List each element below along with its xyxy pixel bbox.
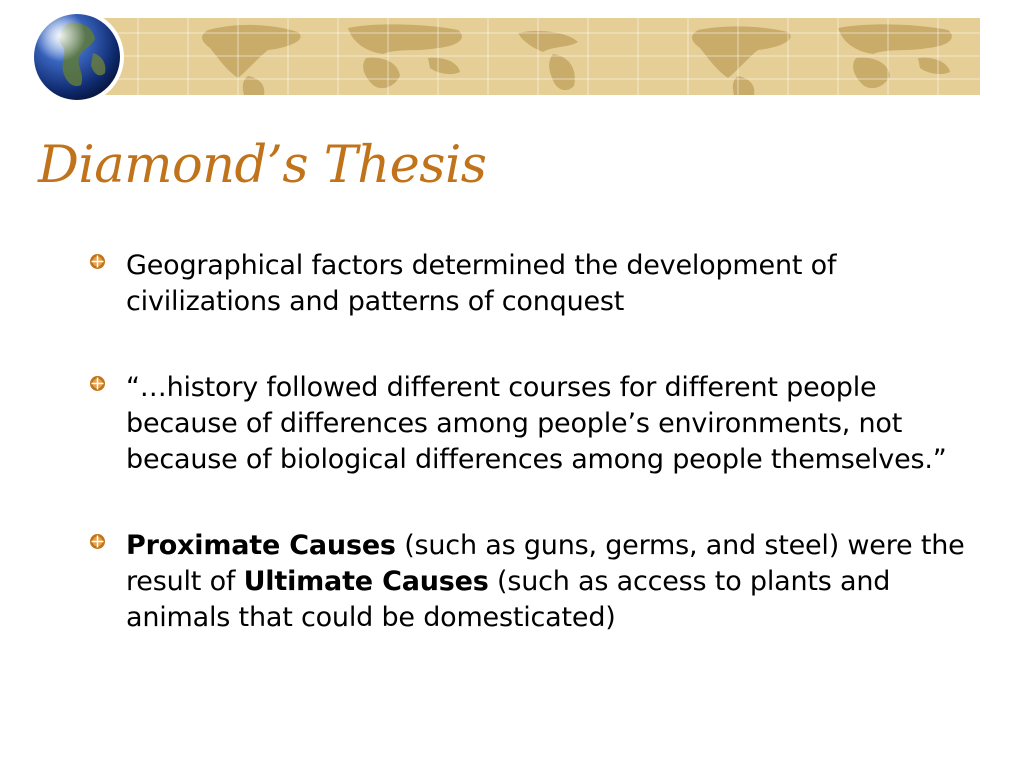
bullet-dot-icon — [89, 375, 106, 392]
bullet-list — [86, 248, 966, 686]
world-map-banner — [98, 18, 980, 95]
slide-title: Diamond’s Thesis — [38, 136, 487, 195]
bullet-dot-icon — [89, 253, 106, 270]
globe-icon — [33, 13, 121, 101]
bullet-text: “…history followed different courses for different people because of differences among people’s environments, not because of biological differences among people themselves.” — [126, 372, 947, 475]
bullet-dot-icon — [89, 533, 106, 550]
bullet-text-segment: (such as access to plants and animals that could be domesticated) — [126, 566, 891, 633]
list-item — [86, 370, 966, 478]
list-item — [86, 248, 966, 320]
world-map-icon — [98, 18, 980, 95]
bullet-text: Geographical factors determined the development of civilizations and patterns of conquest — [126, 250, 837, 317]
list-item — [86, 528, 966, 636]
bullet-text-segment: (such as guns, germs, and steel) were the result of — [126, 530, 965, 597]
term-ultimate-causes: Ultimate Causes — [243, 566, 489, 597]
bullet-text — [126, 530, 965, 633]
term-proximate-causes: Proximate Causes — [126, 530, 396, 561]
